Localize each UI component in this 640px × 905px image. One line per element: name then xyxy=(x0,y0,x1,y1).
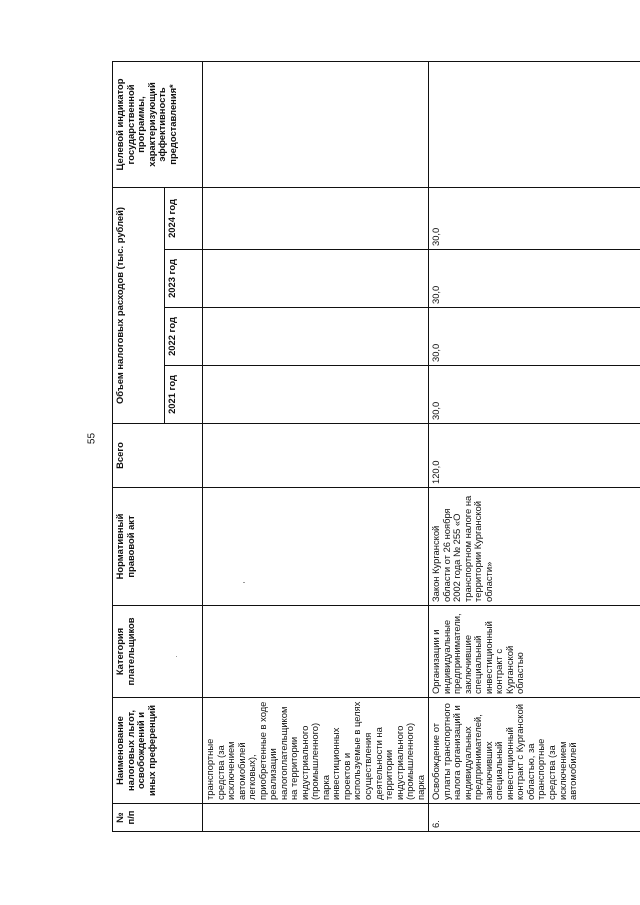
cell-name: транспортные средства (за исключением автомобилей легковых), приобретенные в ходе реализации налогоплательщиком на территории индустриального (промышленного) парка инвестиционных проектов и используемые в целях осуществления деятельности на территории индустриального (промышленного) парка xyxy=(203,698,429,804)
cell-act xyxy=(203,488,429,606)
cell-num: 6. xyxy=(429,804,640,832)
cell-year: 30,0 xyxy=(429,366,640,424)
cell-act: Закон Курганской области от 26 ноября 2002 года № 255 «О транспортном налоге на территории Курганской области» xyxy=(429,488,640,606)
col-header-category: Категория плательщиков xyxy=(113,606,203,698)
cell-name: Освобождение от уплаты транспортного налога организаций и индивидуальных предпринимателей, заключивших специальный инвестиционный контракт с Курганской областью, за транспортные средства (за исключением автомобилей xyxy=(429,698,640,804)
cell-target xyxy=(429,62,640,188)
header-row xyxy=(113,62,165,832)
page-number: 55 xyxy=(86,432,98,445)
col-header-year: 2024 год xyxy=(165,188,203,250)
col-header-year: 2021 год xyxy=(165,366,203,424)
cell-year: 30,0 xyxy=(429,308,640,366)
cell-category: Организации и индивидуальные предприниматели, заключившие специальный инвестиционный контракт с Курганской областью xyxy=(429,606,640,698)
scan-speck xyxy=(243,582,245,583)
table-row xyxy=(429,62,640,832)
cell-year: 30,0 xyxy=(429,188,640,250)
col-header-target: Целевой индикатор государственной программы, характеризующий эффективность предоставления* xyxy=(113,62,203,188)
col-header-name: Наименование налоговых льгот, освобождений и иных преференций xyxy=(113,698,203,804)
col-header-act: Нормативный правовой акт xyxy=(113,488,203,606)
col-header-year: 2023 год xyxy=(165,250,203,308)
col-header-year: 2022 год xyxy=(165,308,203,366)
rotated-table-wrapper xyxy=(112,62,640,832)
scan-speck xyxy=(176,656,177,657)
cell-num xyxy=(203,804,429,832)
cell-year xyxy=(203,188,429,250)
table-row xyxy=(203,62,429,832)
col-header-num: № п/п xyxy=(113,804,203,832)
cell-total: 120,0 xyxy=(429,424,640,488)
cell-target xyxy=(203,62,429,188)
cell-year xyxy=(203,308,429,366)
cell-category xyxy=(203,606,429,698)
cell-year xyxy=(203,366,429,424)
tax-expenditure-table xyxy=(112,61,640,832)
cell-year xyxy=(203,250,429,308)
cell-total xyxy=(203,424,429,488)
col-header-volume: Объем налоговых расходов (тыс. рублей) xyxy=(113,188,165,424)
col-header-total: Всего xyxy=(113,424,203,488)
cell-year: 30,0 xyxy=(429,250,640,308)
